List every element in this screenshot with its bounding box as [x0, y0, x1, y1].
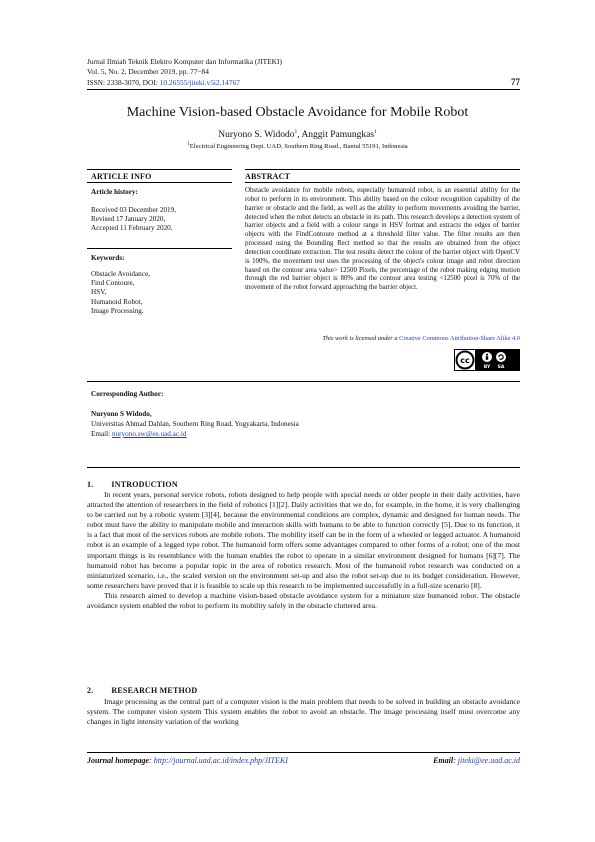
section-heading-introduction — [87, 480, 178, 489]
svg-text:SA: SA — [497, 365, 505, 370]
footer-rule — [87, 752, 520, 753]
paragraph: This research aimed to develop a machine vision-based obstacle avoidance system for a miniature size humanoid robot. The obstacle avoidance system enabled the robot to perform its mobility safely in the obstacle cluttered area. — [87, 590, 520, 611]
svg-text:cc: cc — [460, 356, 470, 365]
keyword: HSV, — [91, 288, 107, 297]
issn: ISSN: 2338-3070, DOI: — [87, 78, 160, 87]
info-top-rule — [87, 169, 232, 170]
header-rule — [87, 89, 520, 90]
license-link[interactable]: Creative Commons Attribution-Share Alike 4.0 — [399, 335, 520, 342]
svg-text:BY: BY — [483, 365, 491, 370]
homepage-sep: : — [149, 756, 154, 765]
info-sub-rule — [87, 182, 232, 183]
corresponding-bottom-rule — [87, 467, 520, 468]
author-name: , Anggit Pamungkas — [297, 130, 375, 141]
abstract-top-rule — [245, 169, 520, 170]
section-heading-research-method — [87, 686, 197, 695]
homepage-link[interactable]: http://journal.uad.ac.id/index.php/JITEKI — [153, 756, 288, 765]
history-item: Accepted 11 February 2020. — [91, 224, 173, 233]
email-label: Email: — [91, 430, 112, 438]
keywords-list — [91, 270, 150, 316]
page-number: 77 — [511, 77, 520, 87]
cc-by-sa-icon — [455, 350, 519, 370]
section-number: 1. — [87, 480, 94, 489]
corresponding-address: Universitas Ahmad Dahlan, Southern Ring Road, Yogyakarta, Indonesia — [91, 420, 299, 428]
cc-license-badge[interactable] — [454, 349, 520, 371]
footer-email — [433, 756, 520, 765]
keyword: Find Contoure, — [91, 279, 135, 288]
keyword: Humanoid Robot, — [91, 297, 143, 306]
history-list — [91, 206, 176, 234]
keyword: Obstacle Avoidance, — [91, 270, 150, 278]
author-list — [0, 129, 595, 140]
footer-email-link[interactable]: jiteki@ee.uad.ac.id — [457, 756, 520, 765]
keyword: Image Processing. — [91, 306, 144, 315]
article-info-heading: ARTICLE INFO — [91, 172, 152, 181]
author-name: Nuryono S. Widodo — [218, 130, 295, 141]
paper-title: Machine Vision-based Obstacle Avoidance for Mobile Robot — [126, 105, 469, 120]
corresponding-email-line — [91, 430, 186, 439]
corresponding-email-link[interactable]: nuryono.sw@ee.uad.ac.id — [111, 430, 187, 438]
abstract-text: Obstacle avoidance for mobile robots, especially humanoid robot, is an essential ability for the robot to perform in its environment. This ability based on the colour recognition capability of the barrier or obstacle and the field, as well as the ability to perform movements avoiding the barrier, detected when the robot detects an obstacle in its path. This research develops a detection system of barrier objects and a field with a colour range in HSV format and extracts the edges of barrier objects with the FindContoure method at a threshold filter value. The filter results are then processed using the Bounding Rect method so that the results are obtained from the object detection coordinate extraction. The test results detect the colour of the barrier object with OpenCV is 100%, the movement test uses the processing of the object's colour image and robot direction based on the contour area value> 12500 Pixels, the percentage of the robot making edging motion through the red barrier object is 80% and the contour area testing <12500 pixel is 70% of the movement of the robot forward approaching the barrier object. — [245, 187, 520, 292]
section-title: RESEARCH METHOD — [111, 686, 198, 695]
footer-email-label: Email — [433, 756, 454, 765]
author-sup: 1 — [294, 129, 298, 135]
history-item: Revised 17 January 2020, — [91, 215, 166, 224]
section-title: INTRODUCTION — [111, 480, 178, 489]
paragraph: In recent years, personal service robots, robots designed to help people with special needs or older people in their daily activities, have attracted the attention of researchers in the field of robotics [1][2]. Daily activities that we do, for example, in the home, it is very challenging to be carried out by a robotic system [3][4], because the environmental conditions are complex, dynamic and designed for human needs. The robot must have the ability to manipulate mobile and interaction skills with humans to be able to function correctly [5]. Due to its function, it is a fact that most of the services robots are mobile robots. The mobility itself can be in the form of a wheeled or legged actuator. A humanoid robot is an example of a legged type robot. The humanoid form offers some advantages compared to other forms of a robot; one of the most important things is its resemblance with the human enables the robot to operate in a similar environment designed for humans [6][7]. The humanoid robot has become a popular topic in the area of robotics research. Most of the humanoid robot research was conducted on a miniaturized scenario, i.e., the scaled version on the environment set-up and also the robot set-up due to its budget consideration. However, some researchers have proved that it is feasible to scale up this research to be implemented successfully in a full-size scenario [8]. — [87, 490, 520, 590]
abstract-heading: ABSTRACT — [245, 172, 291, 181]
issn-doi — [87, 78, 240, 88]
research-method-body — [87, 697, 520, 727]
corresponding-name: Nuryono S Widodo, — [91, 410, 152, 418]
info-divider — [87, 248, 232, 249]
abstract-sub-rule — [245, 182, 520, 183]
volume-info: Vol. 5, No. 2, December 2019, pp. 77~84 — [87, 67, 209, 76]
affiliation — [0, 142, 595, 150]
homepage-label: Journal homepage — [87, 756, 150, 765]
paragraph: Image processing as the central part of a computer vision is the main problem that needs to be solved in building an obstacle avoidance system. The computer vision system This system enables the robot to avoid an obstacle. The image processing itself must overcome any changes in light intensity variation of the working — [87, 697, 520, 727]
author-sup: 1 — [374, 129, 377, 135]
affiliation-sup: 1 — [187, 142, 190, 147]
footer-homepage — [87, 756, 288, 765]
journal-name: Jurnal Ilmiah Teknik Elektro Komputer dan Informatika (JITEKI) — [87, 57, 282, 66]
affiliation-text: Electrical Engineering Dept. UAD, Southern Ring Road., Bantul 55191, Indonesia — [189, 143, 408, 151]
history-item: Received 03 December 2019, — [91, 206, 177, 214]
section-number: 2. — [87, 686, 94, 695]
abstract-bottom-rule — [87, 381, 520, 382]
license-line — [245, 335, 520, 342]
introduction-body — [87, 490, 520, 611]
history-heading: Article history: — [91, 188, 138, 196]
footer-email-sep: : — [453, 756, 458, 765]
corresponding-heading: Corresponding Author: — [91, 390, 164, 398]
keywords-heading: Keywords: — [91, 254, 125, 262]
license-prefix: This work is licensed under a — [322, 335, 400, 342]
doi-link[interactable]: 10.26555/jiteki.v5i2.14767 — [159, 78, 240, 87]
